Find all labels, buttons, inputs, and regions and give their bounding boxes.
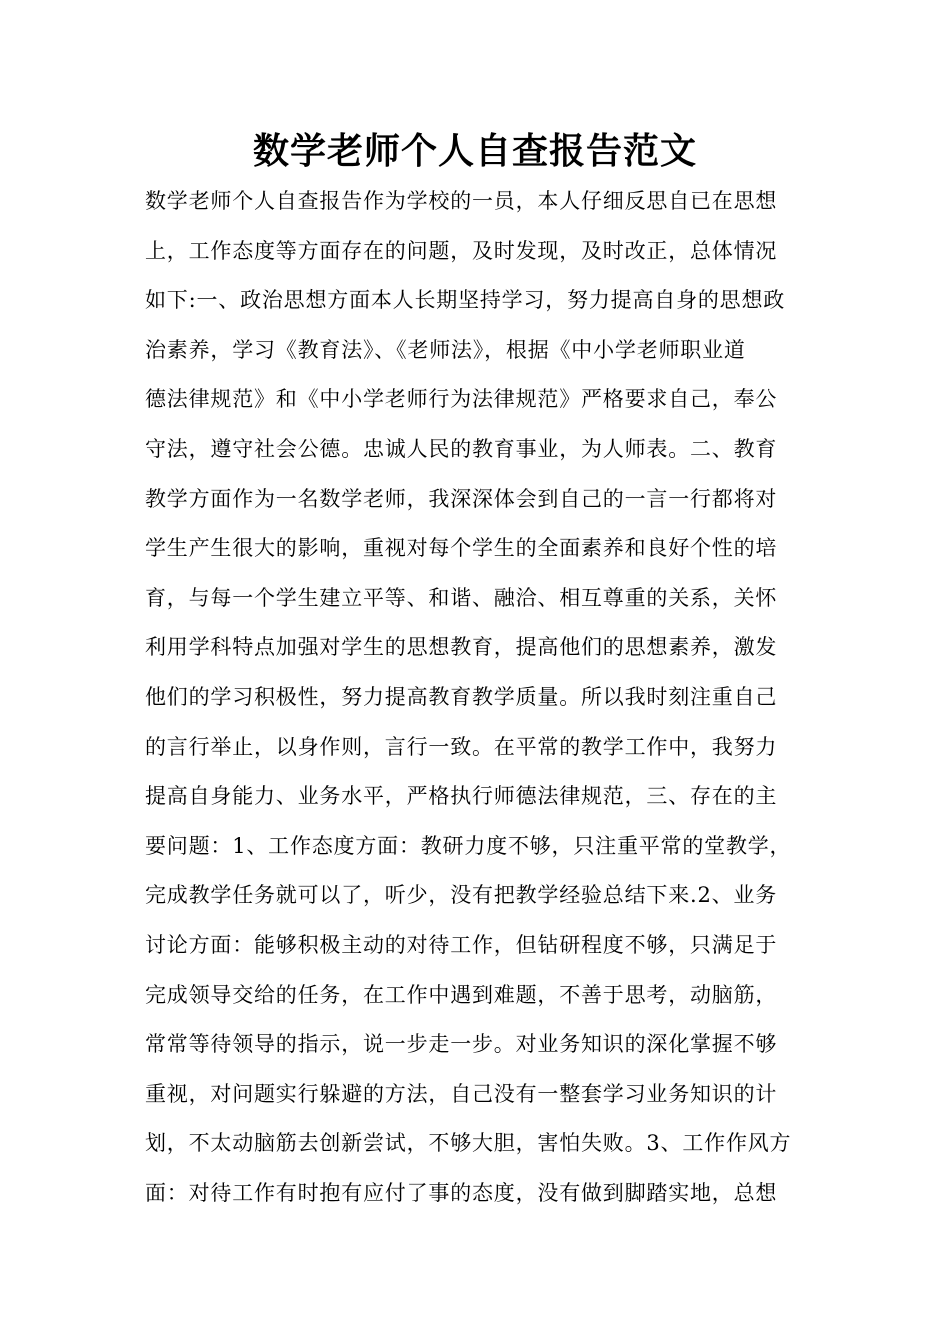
body-line: 要问题：1、工作态度方面：教研力度不够，只注重平常的堂教学， <box>145 833 792 858</box>
body-line: 德法律规范》和《中小学老师行为法律规范》严格要求自己，奉公 <box>145 387 778 412</box>
body-line: 完成教学任务就可以了，听少，没有把教学经验总结下来.2、业务 <box>145 883 778 908</box>
body-line: 他们的学习积极性，努力提高教育教学质量。所以我时刻注重自己 <box>145 684 778 709</box>
document-title: 数学老师个人自查报告范文 <box>252 130 697 172</box>
body-line: 完成领导交给的任务，在工作中遇到难题，不善于思考，动脑筋， <box>145 982 778 1007</box>
body-line: 学生产生很大的影响，重视对每个学生的全面素养和良好个性的培 <box>145 536 778 561</box>
body-line: 划，不太动脑筋去创新尝试，不够大胆，害怕失败。3、工作作风方 <box>145 1131 792 1156</box>
body-line: 数学老师个人自查报告作为学校的一员，本人仔细反思自已在思想 <box>145 189 778 213</box>
body-line: 提高自身能力、业务水平，严格执行师德法律规范，三、存在的主 <box>145 784 778 809</box>
document-body <box>145 178 815 1219</box>
body-line: 治素养，学习《教育法》、《老师法》，根据《中小学老师职业道 <box>145 337 746 362</box>
body-line: 重视，对问题实行躲避的方法，自己没有一整套学习业务知识的计 <box>145 1081 778 1106</box>
body-line: 讨论方面：能够积极主动的对待工作，但钻研程度不够，只满足于 <box>145 932 778 957</box>
body-line: 的言行举止，以身作则，言行一致。在平常的教学工作中，我努力 <box>145 734 778 759</box>
body-line: 教学方面作为一名数学老师，我深深体会到自己的一言一行都将对 <box>145 486 778 511</box>
body-line: 如下:一、政治思想方面本人长期坚持学习，努力提高自身的思想政 <box>145 288 786 313</box>
body-line: 育，与每一个学生建立平等、和谐、融洽、相互尊重的关系，关怀 <box>145 585 778 610</box>
body-line: 面：对待工作有时抱有应付了事的态度，没有做到脚踏实地，总想 <box>145 1180 778 1205</box>
body-line: 守法，遵守社会公德。忠诚人民的教育事业，为人师表。二、教育 <box>145 436 778 461</box>
body-line: 利用学科特点加强对学生的思想教育，提高他们的思想素养，激发 <box>145 635 778 660</box>
body-line: 常常等待领导的指示，说一步走一步。对业务知识的深化掌握不够 <box>145 1032 778 1057</box>
body-line: 上，工作态度等方面存在的问题，及时发现，及时改正，总体情况 <box>145 238 778 263</box>
